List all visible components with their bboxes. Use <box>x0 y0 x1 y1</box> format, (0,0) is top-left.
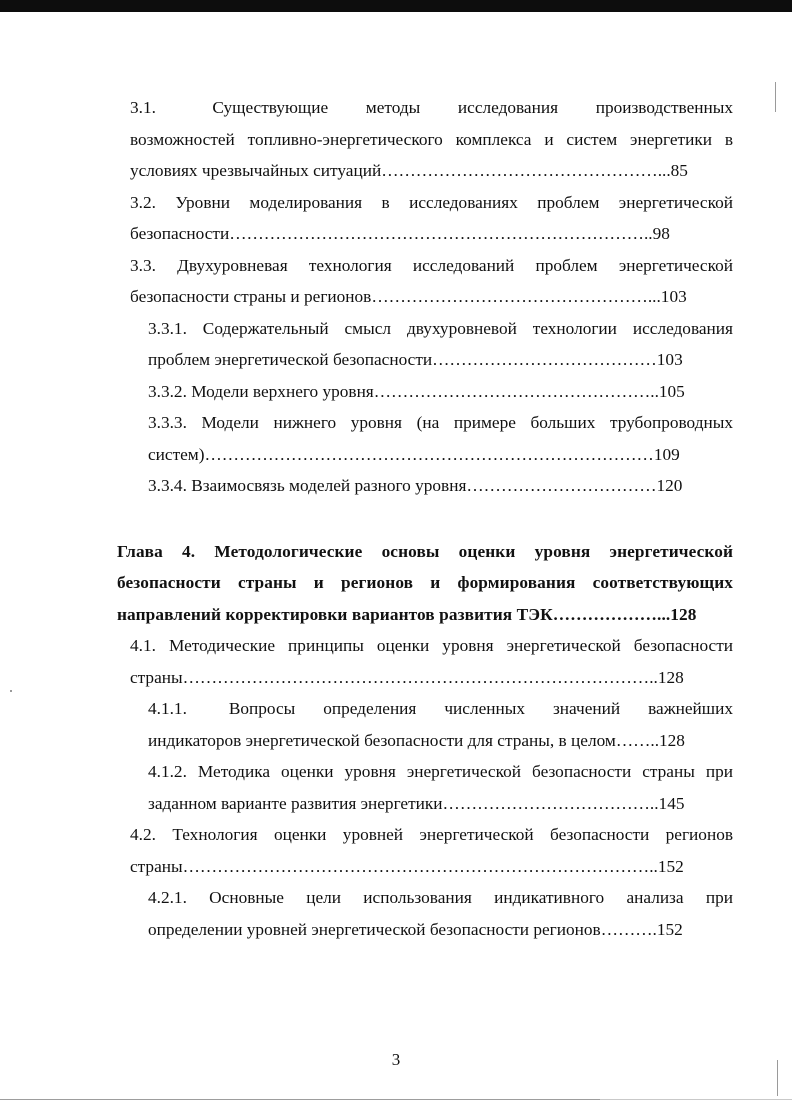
toc-line: 3.3.1. Содержательный смысл двухуровневой технологии исследования <box>148 318 733 338</box>
toc-line: страны………………………………………………………………………..152 <box>130 856 684 876</box>
toc-line: возможностей топливно-энергетического комплекса и систем энергетики в <box>130 129 733 149</box>
toc-line: 3.3.2. Модели верхнего уровня…………………………………………..105 <box>148 381 685 401</box>
toc-entry-4-2-1 <box>148 882 733 945</box>
toc-line: 4.2.1. Основные цели использования индикативного анализа при <box>148 888 733 907</box>
toc-line: страны………………………………………………………………………..128 <box>130 667 684 687</box>
toc-line: систем)……………………………………………………………………109 <box>148 444 680 464</box>
toc-entry-4-1 <box>130 630 733 693</box>
toc-entry-4-2 <box>130 819 733 882</box>
toc-line: направлений корректировки вариантов развития ТЭК………………...128 <box>117 604 697 624</box>
scan-mark-right <box>775 82 776 112</box>
table-of-contents <box>117 92 733 945</box>
toc-entry-4-1-1 <box>148 693 733 756</box>
toc-line: заданном варианте развития энергетики………………………………..145 <box>148 793 685 813</box>
toc-line: индикаторов энергетической безопасности для страны, в целом……..128 <box>148 730 685 750</box>
toc-line: 3.3.3. Модели нижнего уровня (на примере больших трубопроводных <box>148 413 733 432</box>
toc-line: 4.1.2. Методика оценки уровня энергетической безопасности страны при <box>148 762 733 781</box>
toc-entry-3-3-1 <box>148 313 733 376</box>
toc-line: 3.3. Двухуровневая технология исследований проблем энергетической <box>130 255 733 275</box>
top-scan-border <box>0 0 792 12</box>
scan-mark-left <box>10 690 12 692</box>
toc-line: 3.2. Уровни моделирования в исследованиях проблем энергетической <box>130 192 733 212</box>
toc-entry-3-3-3 <box>148 407 733 470</box>
toc-entry-4-1-2 <box>148 756 733 819</box>
toc-line: проблем энергетической безопасности…………………………………103 <box>148 350 683 369</box>
toc-line: условиях чрезвычайных ситуаций…………………………………………...85 <box>130 161 688 180</box>
toc-line: Глава 4. Методологические основы оценки уровня энергетической <box>117 541 733 561</box>
toc-entry-3-1 <box>130 92 733 187</box>
toc-line: безопасности страны и регионов и формирования соответствующих <box>117 573 733 592</box>
toc-chapter-4 <box>117 536 733 631</box>
toc-line: 3.1. Существующие методы исследования производственных <box>130 98 733 117</box>
toc-entry-3-3-2 <box>148 376 733 408</box>
toc-line: определении уровней энергетической безопасности регионов……….152 <box>148 919 683 939</box>
toc-entry-3-3 <box>130 250 733 313</box>
toc-entry-3-3-4 <box>148 470 733 502</box>
page-bottom-edge-light <box>600 1099 792 1100</box>
page-number: 3 <box>391 1050 401 1069</box>
toc-line: 3.3.4. Взаимосвязь моделей разного уровня……………………………120 <box>148 476 683 495</box>
toc-line: безопасности страны и регионов…………………………………………...103 <box>130 287 687 306</box>
toc-line: 4.1. Методические принципы оценки уровня энергетической безопасности <box>130 636 733 655</box>
toc-line: 4.1.1. Вопросы определения численных значений важнейших <box>148 699 733 718</box>
toc-line: 4.2. Технология оценки уровней энергетической безопасности регионов <box>130 825 733 844</box>
page-bottom-edge <box>0 1099 600 1100</box>
toc-entry-3-2 <box>130 187 733 250</box>
toc-line: безопасности………………………………………………………………..98 <box>130 224 670 243</box>
